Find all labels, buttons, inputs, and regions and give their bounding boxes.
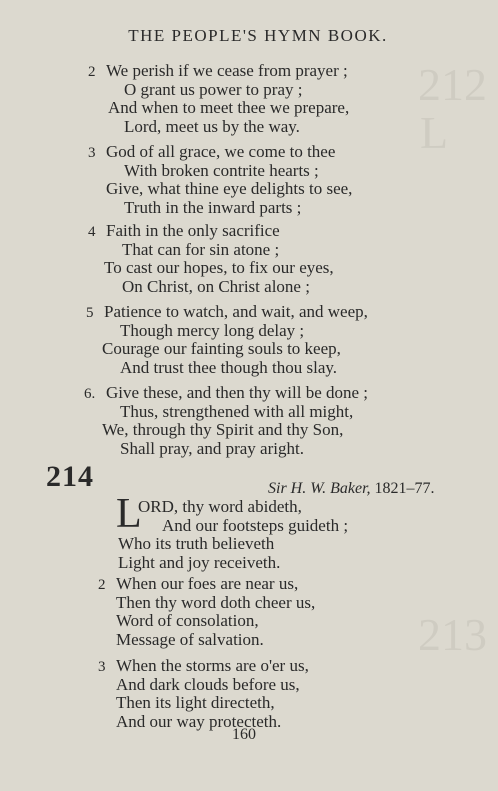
stanza-5	[86, 303, 368, 377]
verse-line: Thus, strengthened with all might,	[120, 401, 354, 421]
verse-line: Word of consolation,	[116, 611, 259, 631]
stanza-3	[88, 143, 352, 217]
verse-line: When the storms are o'er us,	[116, 656, 309, 675]
verse-line: And our footsteps guideth ;	[162, 515, 349, 535]
verse-line: And when to meet thee we prepare,	[108, 98, 350, 118]
verse-line: We, through thy Spirit and thy Son,	[102, 420, 344, 440]
bleed-through-text: 213	[418, 609, 487, 660]
hymn-214-stanza-2	[98, 575, 315, 649]
verse-line: ORD, thy word abideth,	[138, 497, 302, 516]
verse-line: Give, what thine eye delights to see,	[106, 179, 353, 199]
verse-line: Give these, and then thy will be done ;	[106, 383, 369, 402]
stanza-4	[88, 222, 334, 296]
verse-line: And dark clouds before us,	[116, 674, 300, 694]
hymn-number: 214	[46, 460, 94, 493]
verse-line: Then thy word doth cheer us,	[116, 592, 316, 612]
verse-line: To cast our hopes, to fix our eyes,	[104, 258, 334, 278]
stanza-number: 4	[88, 224, 96, 240]
hymn-attribution	[268, 480, 435, 498]
author-years: 1821–77.	[374, 480, 435, 497]
verse-line: Though mercy long delay ;	[120, 320, 305, 340]
bleed-through-text: L	[420, 107, 449, 158]
verse-line: O grant us power to pray ;	[124, 79, 303, 99]
verse-line: Faith in the only sacrifice	[106, 221, 280, 240]
verse-line: God of all grace, we come to thee	[106, 142, 336, 161]
verse-line: Courage our fainting souls to keep,	[102, 339, 341, 359]
verse-line: Light and joy receiveth.	[118, 552, 281, 572]
verse-line: Who its truth believeth	[118, 534, 275, 554]
stanza-6	[84, 384, 368, 458]
drop-cap: L	[116, 491, 142, 537]
page-number: 160	[232, 726, 256, 743]
stanza-number: 5	[86, 305, 94, 321]
verse-line: And trust thee though thou slay.	[120, 357, 338, 377]
running-header: THE PEOPLE'S HYMN BOOK.	[128, 26, 388, 45]
verse-line: Patience to watch, and wait, and weep,	[104, 302, 368, 321]
verse-line: Lord, meet us by the way.	[124, 116, 300, 136]
stanza-number: 6.	[84, 386, 96, 402]
stanza-number: 3	[88, 145, 96, 161]
verse-line: Truth in the inward parts ;	[124, 197, 302, 217]
verse-line: Then its light directeth,	[116, 693, 275, 713]
verse-line: And our way protecteth.	[116, 711, 282, 731]
verse-line: We perish if we cease from prayer ;	[106, 61, 348, 80]
verse-line: On Christ, on Christ alone ;	[122, 276, 310, 296]
verse-line: Message of salvation.	[116, 629, 264, 649]
verse-line: That can for sin atone ;	[122, 239, 280, 259]
verse-line: With broken contrite hearts ;	[124, 160, 319, 180]
bleed-through-text: 212	[418, 59, 487, 110]
verse-line: When our foes are near us,	[116, 574, 299, 593]
stanza-number: 2	[98, 577, 106, 593]
stanza-number: 3	[98, 659, 106, 675]
stanza-number: 2	[88, 64, 96, 80]
hymn-214-stanza-3	[98, 657, 309, 731]
stanza-2	[88, 62, 349, 136]
hymn-214-stanza-1	[116, 491, 349, 572]
author-name: Sir H. W. Baker,	[268, 480, 371, 497]
verse-line: Shall pray, and pray aright.	[120, 438, 304, 458]
